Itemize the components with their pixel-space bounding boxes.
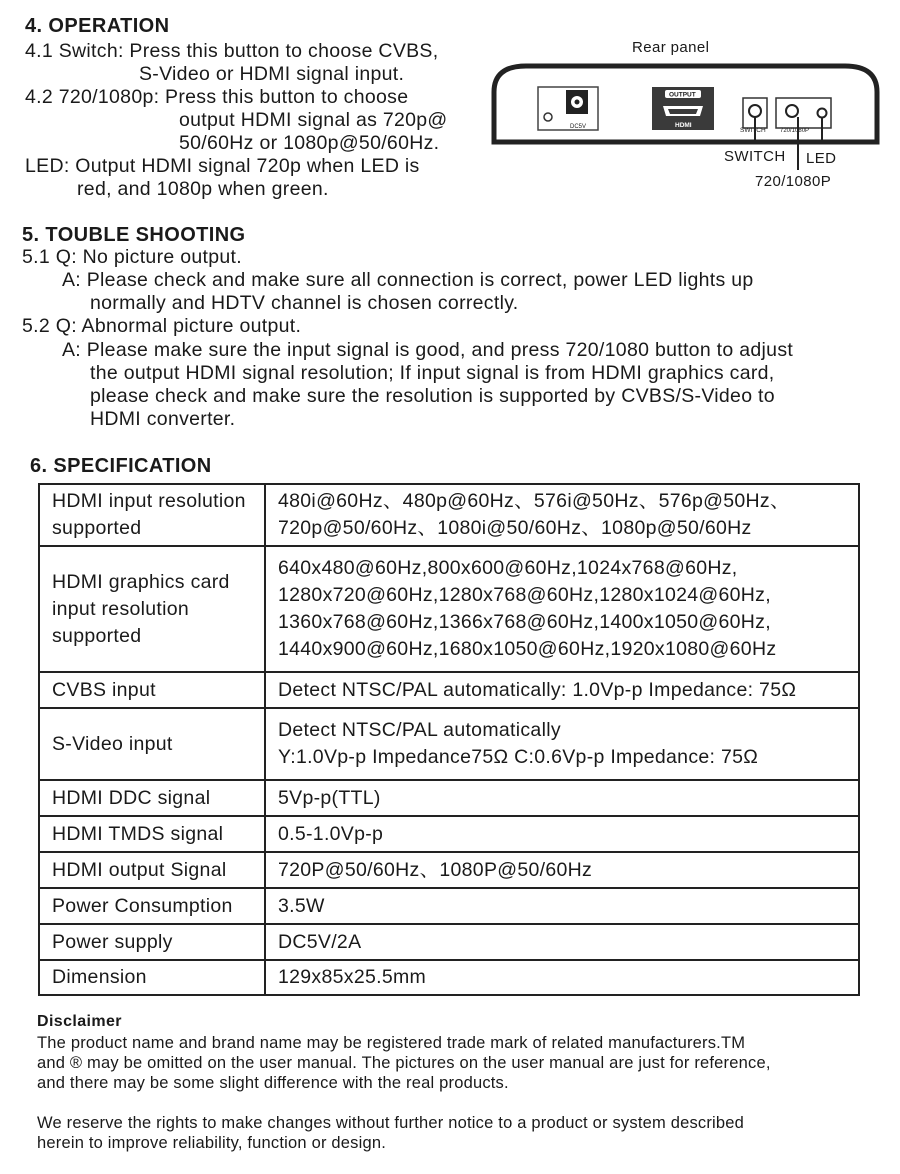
specification-table <box>38 483 860 996</box>
table-row <box>39 888 859 924</box>
troubleshooting-line: normally and HDTV channel is chosen correctly. <box>90 292 519 314</box>
led-callout: LED <box>806 150 837 167</box>
troubleshooting-line: please check and make sure the resolution is supported by CVBS/S-Video to <box>90 385 775 407</box>
spec-key: Power Consumption <box>39 888 265 924</box>
troubleshooting-line: HDMI converter. <box>90 408 236 430</box>
disclaimer-paragraph-1: The product name and brand name may be registered trade mark of related manufacturers.TM and ® may be omitted on the user manual. The pictures on the user manual are just for reference, and there may be some slight difference with the real products. <box>37 1034 771 1092</box>
led-icon <box>818 109 827 118</box>
troubleshooting-line: A: Please make sure the input signal is good, and press 720/1080 button to adjust <box>62 339 794 361</box>
spec-key: Power supply <box>39 924 265 960</box>
troubleshooting-line: 5.1 Q: No picture output. <box>22 246 242 268</box>
spec-value: 480i@60Hz、480p@60Hz、576i@50Hz、576p@50Hz、 720p@50/60Hz、1080i@50/60Hz、1080p@50/60Hz <box>265 484 859 546</box>
spec-value: Detect NTSC/PAL automatically: 1.0Vp-p Impedance: 75Ω <box>265 672 859 708</box>
res-callout: 720/1080P <box>755 173 832 190</box>
spec-key: HDMI TMDS signal <box>39 816 265 852</box>
spec-value: 129x85x25.5mm <box>265 960 859 995</box>
spec-key: CVBS input <box>39 672 265 708</box>
table-row <box>39 816 859 852</box>
spec-value: 0.5-1.0Vp-p <box>265 816 859 852</box>
spec-key: HDMI graphics card input resolution supported <box>39 546 265 672</box>
operation-line: output HDMI signal as 720p@ <box>179 109 448 131</box>
operation-line: 50/60Hz or 1080p@50/60Hz. <box>179 132 440 154</box>
power-led-icon <box>544 113 552 121</box>
operation-line: 4.1 Switch: Press this button to choose CVBS, <box>25 40 439 62</box>
spec-key: Dimension <box>39 960 265 995</box>
troubleshooting-line: A: Please check and make sure all connection is correct, power LED lights up <box>62 269 754 291</box>
res-small-label: 720/1080P <box>780 128 810 134</box>
operation-line: LED: Output HDMI signal 720p when LED is <box>25 155 420 177</box>
spec-key: S-Video input <box>39 708 265 780</box>
table-row <box>39 780 859 816</box>
operation-line: red, and 1080p when green. <box>77 178 329 200</box>
table-row <box>39 960 859 995</box>
spec-value: 640x480@60Hz,800x600@60Hz,1024x768@60Hz, 1280x720@60Hz,1280x768@60Hz,1280x1024@60Hz, 1360x768@60Hz,1366x768@60Hz,1400x1050@60Hz, 1440x900@60Hz,1680x1050@60Hz,1920x1080@60Hz <box>265 546 859 672</box>
spec-key: HDMI DDC signal <box>39 780 265 816</box>
table-row <box>39 852 859 888</box>
troubleshooting-heading: 5. TOUBLE SHOOTING <box>22 224 246 246</box>
table-row <box>39 708 859 780</box>
spec-value: DC5V/2A <box>265 924 859 960</box>
troubleshooting-line: 5.2 Q: Abnormal picture output. <box>22 315 302 337</box>
specification-heading: 6. SPECIFICATION <box>30 455 212 477</box>
operation-heading: 4. OPERATION <box>25 15 170 37</box>
table-row <box>39 546 859 672</box>
spec-value: 5Vp-p(TTL) <box>265 780 859 816</box>
switch-callout: SWITCH <box>724 148 786 165</box>
table-row <box>39 924 859 960</box>
table-row <box>39 672 859 708</box>
spec-key: HDMI input resolution supported <box>39 484 265 546</box>
spec-value: 720P@50/60Hz、1080P@50/60Hz <box>265 852 859 888</box>
switch-button-icon <box>749 105 761 117</box>
res-button-icon <box>786 105 798 117</box>
switch-small-label: SWITCH <box>740 127 766 134</box>
operation-line: S-Video or HDMI signal input. <box>139 63 405 85</box>
hdmi-label: HDMI <box>675 122 692 129</box>
disclaimer-heading: Disclaimer <box>37 1013 122 1030</box>
table-row <box>39 484 859 546</box>
disclaimer-paragraph-2: We reserve the rights to make changes without further notice to a product or system described herein to improve reliability, function or design. <box>37 1114 745 1152</box>
dc-label: DC5V <box>570 124 587 130</box>
operation-line: 4.2 720/1080p: Press this button to choose <box>25 86 409 108</box>
spec-key: HDMI output Signal <box>39 852 265 888</box>
spec-value: Detect NTSC/PAL automatically Y:1.0Vp-p Impedance75Ω C:0.6Vp-p Impedance: 75Ω <box>265 708 859 780</box>
troubleshooting-line: the output HDMI signal resolution; If input signal is from HDMI graphics card, <box>90 362 775 384</box>
spec-value: 3.5W <box>265 888 859 924</box>
output-label: OUTPUT <box>669 91 696 99</box>
diagram-title: Rear panel <box>632 39 710 56</box>
